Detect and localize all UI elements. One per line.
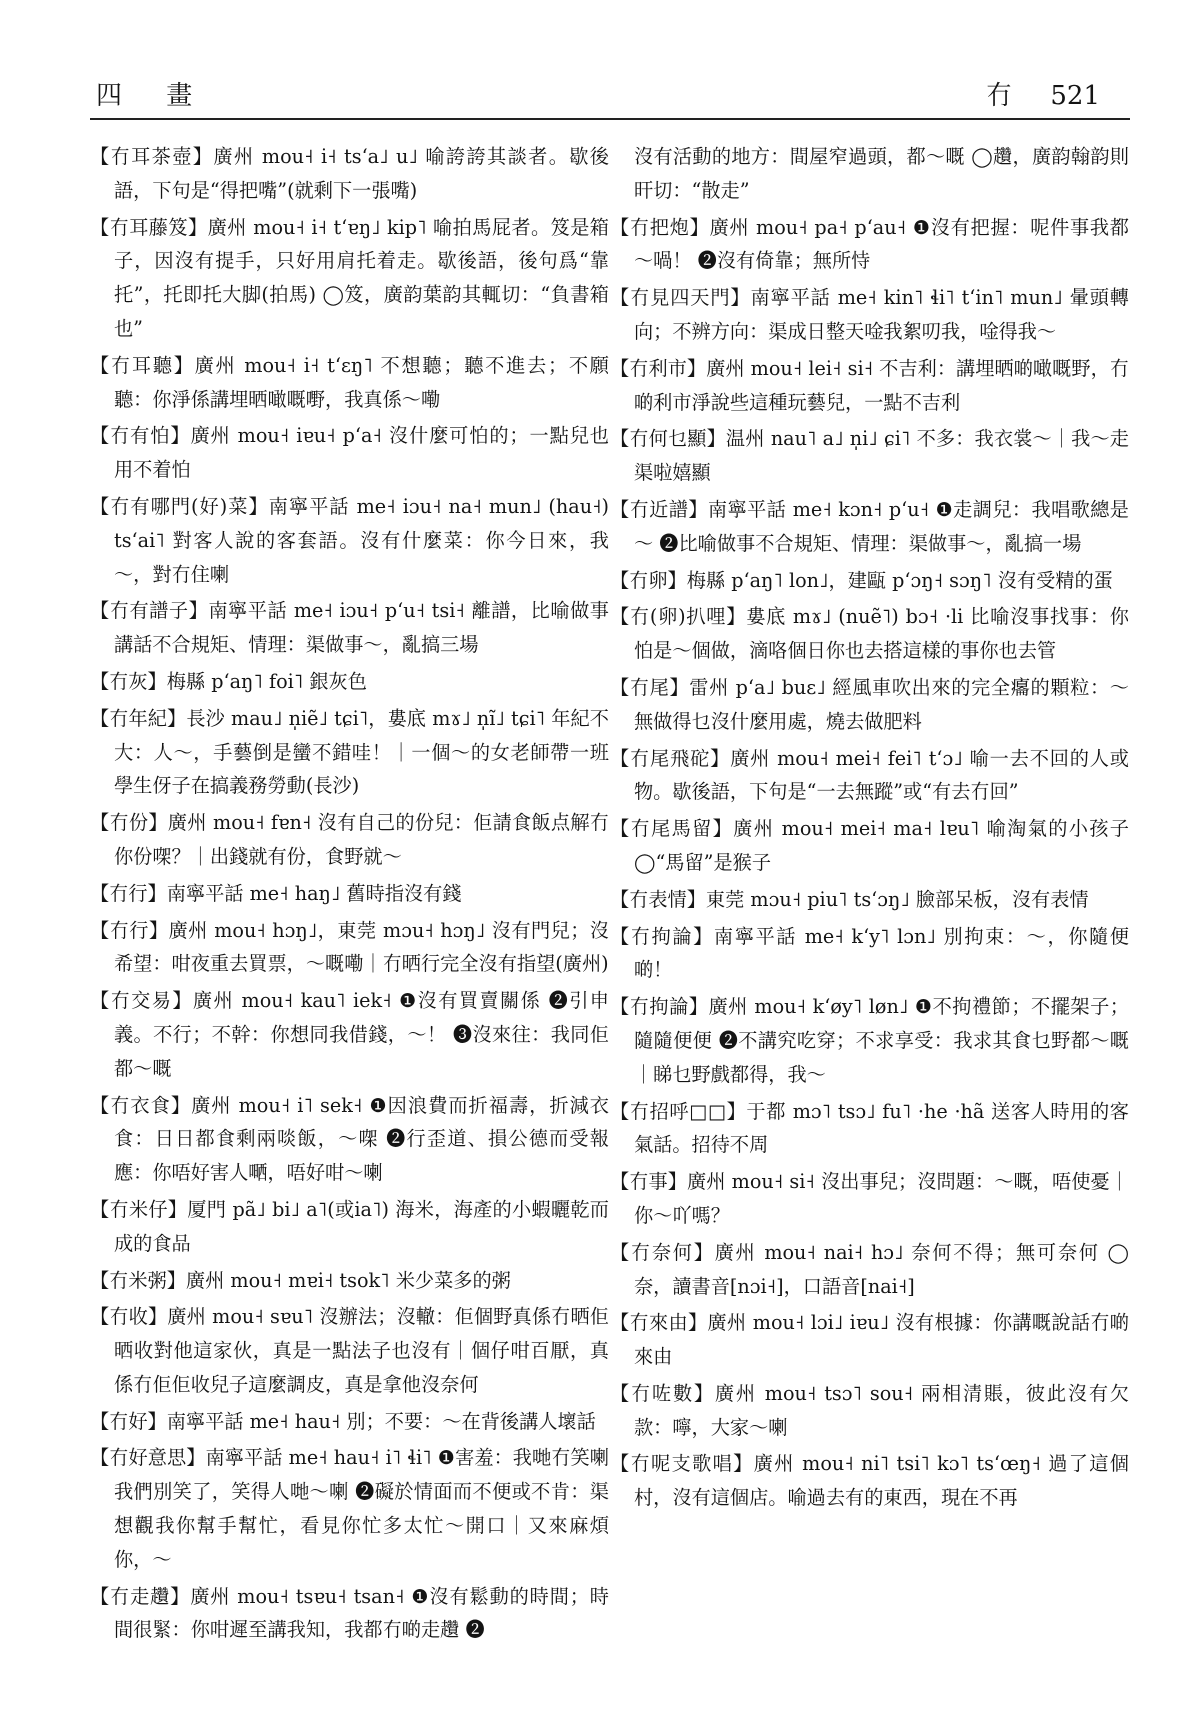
dictionary-entry: 【冇(卵)扒哩】婁底 mɤ˩ (nuẽ˥) bɔ˧ ·li 比喻沒事找事：你怕是～個做，滴咯個日你也去搭這樣的事你也去管: [610, 605, 1129, 663]
dictionary-entry: 【冇表情】東莞 mɔu˧ piu˥ tsʻɔŋ˩ 臉部呆板，沒有表情: [610, 887, 1089, 911]
dictionary-entry: 【冇行】廣州 mou˧ hɔŋ˩，東莞 mɔu˧ hɔŋ˩ 沒有門兒；沒希望：咁夜重去買票，～嘅嘞｜冇晒行完全沒有指望(廣州): [90, 918, 609, 976]
dictionary-entry: 【冇見四天門】南寧平話 me˧ kin˥ ɬi˥ tʻin˥ mun˩ 暈頭轉向；不辨方向：渠成日整天唫我絮叨我，唫得我～: [610, 286, 1129, 343]
dictionary-entry: 【冇有怕】廣州 mou˧ iɐu˧ pʻa˧ 沒什麼可怕的；一點兒也用不着怕: [90, 424, 609, 482]
dictionary-entry: 【冇耳藤笈】廣州 mou˧ i˧ tʻɐŋ˩ kip˥ 喻拍馬屁者。笈是箱子，因沒有提手，只好用肩托着走。歇後語，後句爲“靠托”，托即托大脚(拍馬) ◯笈，廣韵葉韵其輒切：“負書箱也”: [90, 215, 609, 340]
dictionary-entry: 【冇來由】廣州 mou˧ lɔi˩ iɐu˩ 沒有根據：你講嘅說話冇啲來由: [610, 1311, 1129, 1369]
dictionary-entry: 【冇年紀】長沙 mau˩ n̩iẽ˩ tɕi˥，婁底 mɤ˩ n̩ĩ˩ tɕi˥ 年紀不大：人～，手藝倒是蠻不錯哇！｜一個～的女老師帶一班學生伢子在搞義務勞動(長沙): [90, 706, 609, 798]
dictionary-entry: 【冇有哪門(好)菜】南寧平話 me˧ iɔu˧ na˧ mun˩ (hau˧) tsʻai˥ 對客人說的客套語。沒有什麼菜：你今日來，我～，對冇住喇: [90, 494, 609, 586]
dictionary-entry: 【冇事】廣州 mou˧ si˧ 沒出事兒；沒問題：～嘅，唔使憂｜你～吖嗎？: [610, 1170, 1129, 1227]
dictionary-entry: 【冇交易】廣州 mou˧ kau˥ iek˧ ❶沒有買賣關係 ❷引申義。不行；不幹：你想同我借錢，～！ ❸沒來往：我同佢都～嘅: [90, 989, 609, 1080]
right-column: [610, 140, 1129, 1700]
page-indicator: [986, 76, 1100, 116]
dictionary-entry: 【冇尾馬留】廣州 mou˧ mei˧ ma˧ lɐu˥ 喻淘氣的小孩子 ◯“馬留”是猴子: [610, 817, 1129, 874]
dictionary-entry: 【冇耳茶壺】廣州 mou˧ i˧ tsʻa˩ u˩ 喻誇誇其談者。歇後語，下句是“得把嘴”(就剩下一張嘴): [90, 145, 609, 202]
dictionary-entry: 【冇米仔】厦門 pã˩ bi˩ a˥(或ia˥) 海米，海產的小蝦曬乾而成的食品: [90, 1197, 609, 1255]
dictionary-entry: 【冇何乜顯】温州 nau˥ a˩ n̩i˩ ɕi˥ 不多：我衣裳～｜我～走渠啦嬉顯: [610, 427, 1129, 485]
dictionary-entry: 【冇收】廣州 mou˧ sɐu˥ 沒辦法；沒轍：佢個野真係冇晒佢晒收對他這家伙，真是一點法子也沒有｜個仔咁百厭，真係冇佢佢收兒子這麼調皮，真是拿他沒奈何: [90, 1305, 609, 1396]
dictionary-entry: 【冇有譜子】南寧平話 me˧ iɔu˧ pʻu˧ tsi˧ 離譜，比喻做事講話不合規矩、情理：渠做事～，亂搞三場: [90, 599, 609, 657]
page-number: 521: [1050, 81, 1100, 111]
dictionary-entry: 【冇卵】梅縣 pʻaŋ˥ lon˩，建甌 pʻɔŋ˧ sɔŋ˥ 沒有受精的蛋: [610, 568, 1113, 592]
dictionary-entry: 【冇耳聽】廣州 mou˧ i˧ tʻɛŋ˥ 不想聽；聽不進去；不願聽：你淨係講埋晒噉嘅嘢，我真係～嘞: [90, 353, 609, 411]
dictionary-entry: 【冇近譜】南寧平話 me˧ kɔn˧ pʻu˧ ❶走調兒：我唱歌總是～ ❷比喻做事不合規矩、情理：渠做事～，亂搞一場: [610, 497, 1129, 555]
dictionary-entry: 【冇奈何】廣州 mou˧ nai˧ hɔ˩ 奈何不得；無可奈何 ◯奈，讀書音[nɔi˧]，口語音[nai˧]: [610, 1240, 1129, 1298]
dictionary-entry: 【冇好】南寧平話 me˧ hau˧ 別；不要：～在背後講人壞話: [90, 1409, 596, 1433]
dictionary-entry: 【冇拘論】廣州 mou˧ kʻøy˥ løn˩ ❶不拘禮節；不擺架子；隨隨便便 ❷不講究吃穿；不求享受：我求其食乜野都～嘅｜睇乜野戲都得，我～: [610, 995, 1129, 1086]
left-column: [90, 140, 609, 1700]
dictionary-entry: 【冇呢支歌唱】廣州 mou˧ ni˥ tsi˥ kɔ˥ tsʻœŋ˧ 過了這個村，沒有這個店。喻過去有的東西，現在不再: [610, 1452, 1129, 1510]
dictionary-entry: 【冇招呼□□】于都 mɔ˥ tsɔ˩ fu˥ ·he ·hã 送客人時用的客氣話。招待不周: [610, 1099, 1129, 1157]
dictionary-entry: 【冇衣食】廣州 mou˧ i˥ sek˧ ❶因浪費而折福壽，折減衣食：日日都食剩兩啖飯，～㗎 ❷行歪道、損公德而受報應：你唔好害人嗮，唔好咁～喇: [90, 1093, 609, 1185]
dictionary-entry: 【冇好意思】南寧平話 me˧ hau˧ i˥ ɬi˥ ❶害羞：我哋冇笑喇我們別笑了，笑得人哋～喇 ❷礙於情面而不便或不肯：渠想觀我你幫手幫忙，看見你忙多太忙～開口｜又來麻煩你，～: [90, 1446, 609, 1571]
page-header: [90, 76, 1130, 116]
dictionary-entry: 【冇利市】廣州 mou˧ lei˧ si˧ 不吉利：講埋晒啲噉嘅野，冇啲利市淨說些這種玩藝兒，一點不吉利: [610, 356, 1129, 414]
section-label: 四 畫: [96, 81, 211, 111]
dictionary-entry: 【冇尾】雷州 pʻa˩ buɛ˩ 經風車吹出來的完全癟的顆粒：～無做得乜沒什麼用處，燒去做肥料: [610, 675, 1129, 733]
dictionary-entry-continuation: 沒有活動的地方：間屋窄過頭，都～嘅 ◯趲，廣韵翰韵則旰切：“散走”: [634, 145, 1129, 202]
dictionary-entry: 【冇把炮】廣州 mou˧ pa˧ pʻau˧ ❶沒有把握：呢件事我都～喎！ ❷沒有倚靠；無所恃: [610, 215, 1129, 273]
dictionary-entry: 【冇走趲】廣州 mou˧ tsɐu˧ tsan˧ ❶沒有鬆動的時間；時間很緊：你咁遲至講我知，我都冇啲走趲 ❷: [90, 1584, 609, 1642]
dictionary-entry: 【冇灰】梅縣 pʻaŋ˥ foi˥ 銀灰色: [90, 669, 367, 693]
dictionary-entry: 【冇米粥】廣州 mou˧ mɐi˧ tsok˥ 米少菜多的粥: [90, 1268, 511, 1292]
head-character: 冇: [985, 81, 1012, 111]
dictionary-entry: 【冇尾飛砣】廣州 mou˧ mei˧ fei˥ tʻɔ˩ 喻一去不回的人或物。歇後語，下句是“一去無蹤”或“有去冇回”: [610, 746, 1129, 804]
dictionary-entry: 【冇行】南寧平話 me˧ haŋ˩ 舊時指沒有錢: [90, 881, 462, 905]
dictionary-entry: 【冇咗數】廣州 mou˧ tsɔ˥ sou˧ 兩相清賬，彼此沒有欠款：嚀，大家～喇: [610, 1381, 1129, 1439]
header-rule: [90, 118, 1130, 120]
dictionary-entry: 【冇份】廣州 mou˧ fɐn˧ 沒有自己的份兒：佢請食飯点解冇你份㗎？｜出錢就有份，食野就～: [90, 811, 609, 868]
dictionary-entry: 【冇拘論】南寧平話 me˧ kʻy˥ lɔn˩ 別拘束：～，你隨便啲！: [610, 924, 1129, 982]
